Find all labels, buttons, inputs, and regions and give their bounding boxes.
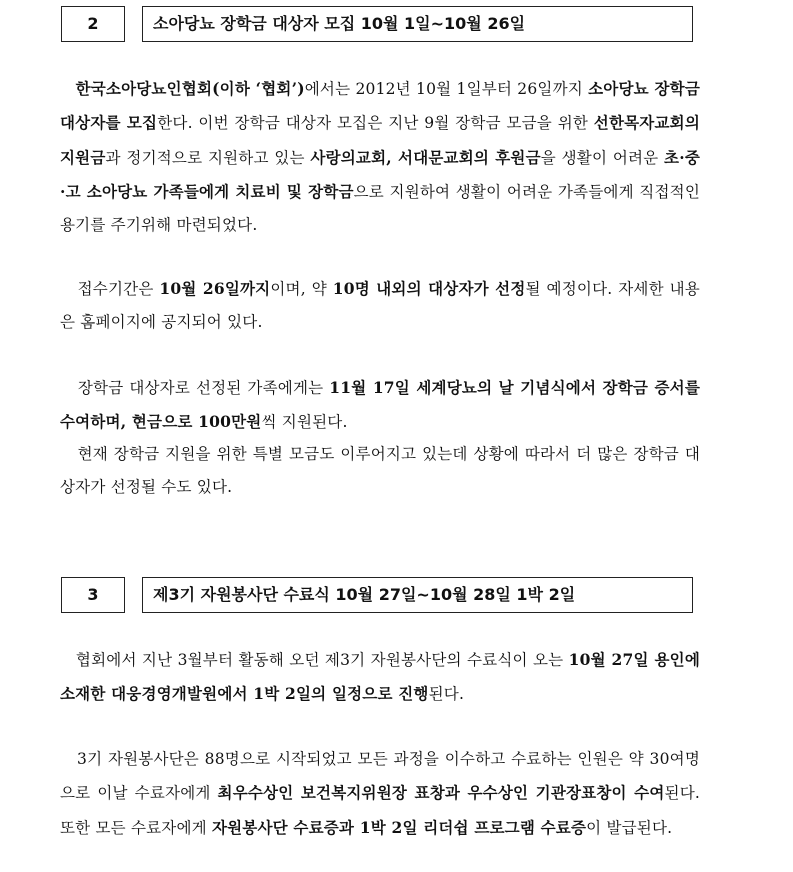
- section-2-number-box: [61, 6, 125, 42]
- paragraph-special-fundraising: [60, 438, 700, 505]
- text-bold: 11월 17일 세계당뇨의 날 기념식에서 장학금 증서를 수여하며, 현금으로 100만원: [60, 378, 701, 432]
- text: 된다. 또한 모든 수료자에게: [60, 784, 700, 837]
- text: 될 예정이다. 자세한 내용은 홈페이지에 공지되어 있다.: [60, 280, 700, 332]
- text: 을 생활이 어려운: [540, 148, 665, 167]
- section-3-title-box: [142, 577, 693, 613]
- text: 한다. 이번 장학금 대상자 모집은 지난 9월 장학금 모금을 위한: [157, 114, 594, 133]
- section-2-number: 2: [87, 14, 99, 33]
- text: 장학금 대상자로 선정된 가족에게는: [77, 379, 330, 397]
- text-bold: 최우수상인 보건복지위원장 표창과 우수상인 기관장표창이 수여: [217, 783, 665, 803]
- paragraph-application-period: [60, 272, 700, 340]
- paragraph-graduation-ceremony: [60, 643, 700, 712]
- text: 이며, 약: [270, 280, 333, 298]
- text-bold: 초·중·고 소아당뇨 가족들에게 치료비 및 장학금: [60, 147, 700, 201]
- text-bold: 10월 27일 용인에 소재한 대웅경영개발원에서 1박 2일의 일정으로 진행: [60, 650, 700, 704]
- text: 에서는 2012년 10월 1일부터 26일까지: [304, 80, 589, 98]
- section-3-number: 3: [87, 585, 99, 604]
- text-bold: 10명 내외의 대상자가 선정: [332, 279, 526, 298]
- text-bold: 선한목자교회의 지원금: [60, 113, 700, 167]
- text: 씩 지원된다.: [261, 413, 348, 432]
- section-3-number-box: [61, 577, 125, 613]
- text: 접수기간은: [77, 280, 160, 298]
- section-2-title: 소아당뇨 장학금 대상자 모집 10월 1일~10월 26일: [153, 14, 526, 33]
- paragraph-volunteer-awards: [60, 743, 700, 845]
- text: 협회에서 지난 3월부터 활동해 오던 제3기 자원봉사단의 수료식이 오는: [75, 651, 569, 669]
- text: 과 정기적으로 지원하고 있는: [105, 148, 311, 167]
- section-3-title: 제3기 자원봉사단 수료식 10월 27일~10월 28일 1박 2일: [153, 585, 576, 604]
- text-bold: 자원봉사단 수료증과 1박 2일 리더쉽 프로그램 수료증: [211, 817, 587, 837]
- text-bold: 사랑의교회, 서대문교회의 후원금: [310, 147, 541, 167]
- text-bold: 10월 26일까지: [159, 279, 271, 298]
- section-2-title-box: [142, 6, 693, 42]
- paragraph-award-ceremony: [60, 371, 700, 440]
- text-bold: 소아당뇨 장학금 대상자를 모집: [60, 79, 700, 133]
- paragraph-scholarship-intro: [60, 72, 700, 242]
- text: 3기 자원봉사단은 88명으로 시작되었고 모든 과정을 이수하고 수료하는 인원은 약 30여명으로 이날 수료자에게: [60, 750, 700, 803]
- text: 된다.: [428, 685, 465, 704]
- text-bold: 한국소아당뇨인협회(이하 ‘협회’): [75, 79, 305, 98]
- text: 현재 장학금 지원을 위한 특별 모금도 이루어지고 있는데 상황에 따라서 더 많은 장학금 대상자가 선정될 수도 있다.: [60, 445, 700, 497]
- text: 으로 지원하여 생활이 어려운 가족들에게 직접적인 용기를 주기위해 마련되었다.: [60, 182, 700, 235]
- text: 이 발급된다.: [586, 818, 673, 837]
